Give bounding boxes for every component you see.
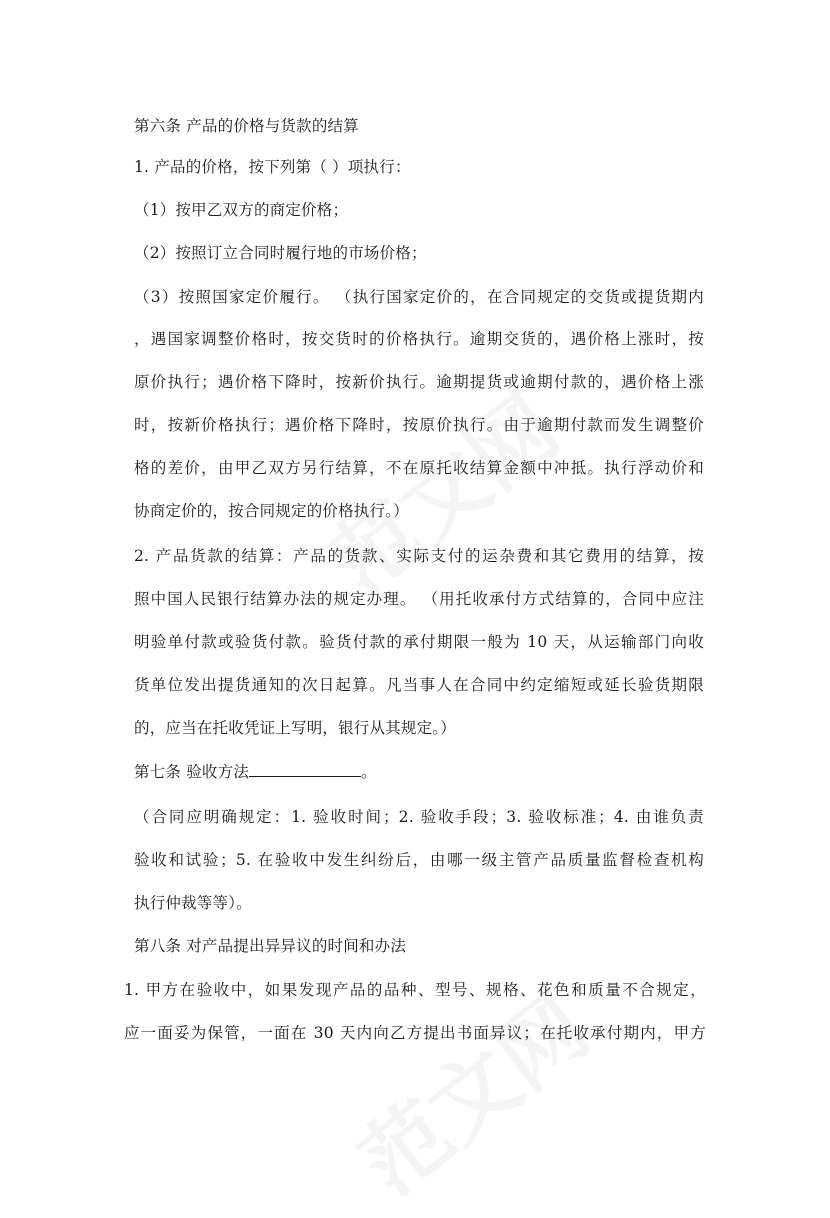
fill-in-blank[interactable] bbox=[249, 762, 361, 777]
article-7-end: 。 bbox=[361, 763, 377, 781]
paragraph-line: 验收和试验；5. 在验收中发生纠纷后，由哪一级主管产品质量监督检查机构 bbox=[134, 851, 704, 869]
paragraph-line: （2）按照订立合同时履行地的市场价格； bbox=[134, 244, 427, 262]
paragraph-line: 格的差价，由甲乙双方另行结算，不在原托收结算金额中冲抵。执行浮动价和 bbox=[134, 459, 704, 477]
paragraph-line: （3）按照国家定价履行。 （执行国家定价的，在合同规定的交货或提货期内 bbox=[134, 288, 704, 306]
paragraph-line: 1. 甲方在验收中，如果发现产品的品种、型号、规格、花色和质量不合规定， bbox=[124, 981, 706, 999]
paragraph-line: （合同应明确规定：1. 验收时间；2. 验收手段；3. 验收标准；4. 由谁负责 bbox=[134, 808, 704, 826]
paragraph-line: 明验单付款或验货付款。验货付款的承付期限一般为 10 天，从运输部门向收 bbox=[134, 633, 704, 651]
paragraph-line: 执行仲裁等等）。 bbox=[134, 894, 252, 912]
article-6-heading: 第六条 产品的价格与货款的结算 bbox=[134, 117, 359, 135]
paragraph-line: 货单位发出提货通知的次日起算。凡当事人在合同中约定缩短或延长验货期限 bbox=[134, 676, 704, 694]
paragraph-line: ，遇国家调整价格时，按交货时的价格执行。逾期交货的，遇价格上涨时，按 bbox=[134, 330, 704, 348]
article-7-heading bbox=[134, 761, 704, 783]
paragraph-line: 的，应当在托收凭证上写明，银行从其规定。） bbox=[134, 719, 456, 737]
watermark bbox=[300, 361, 580, 618]
article-7-label: 第七条 验收方法 bbox=[134, 763, 250, 781]
paragraph-line: 应一面妥为保管，一面在 30 天内向乙方提出书面异议；在托收承付期内，甲方 bbox=[124, 1024, 706, 1042]
paragraph-line: 照中国人民银行结算办法的规定办理。 （用托收承付方式结算的，合同中应注 bbox=[134, 590, 704, 608]
article-8-heading: 第八条 对产品提出异异议的时间和办法 bbox=[134, 937, 407, 955]
paragraph-line: 时，按新价格执行；遇价格下降时，按原价执行。由于逾期付款而发生调整价 bbox=[134, 416, 704, 434]
paragraph-line: 原价执行；遇价格下降时，按新价执行。逾期提货或逾期付款的，遇价格上涨 bbox=[134, 373, 704, 391]
paragraph-line: 2. 产品货款的结算：产品的货款、实际支付的运杂费和其它费用的结算，按 bbox=[134, 547, 704, 565]
paragraph-line: 1. 产品的价格，按下列第（ ）项执行： bbox=[134, 158, 411, 176]
paragraph-line: （1）按甲乙双方的商定价格； bbox=[134, 201, 349, 219]
paragraph-line: 协商定价的，按合同规定的价格执行。） bbox=[134, 502, 409, 520]
